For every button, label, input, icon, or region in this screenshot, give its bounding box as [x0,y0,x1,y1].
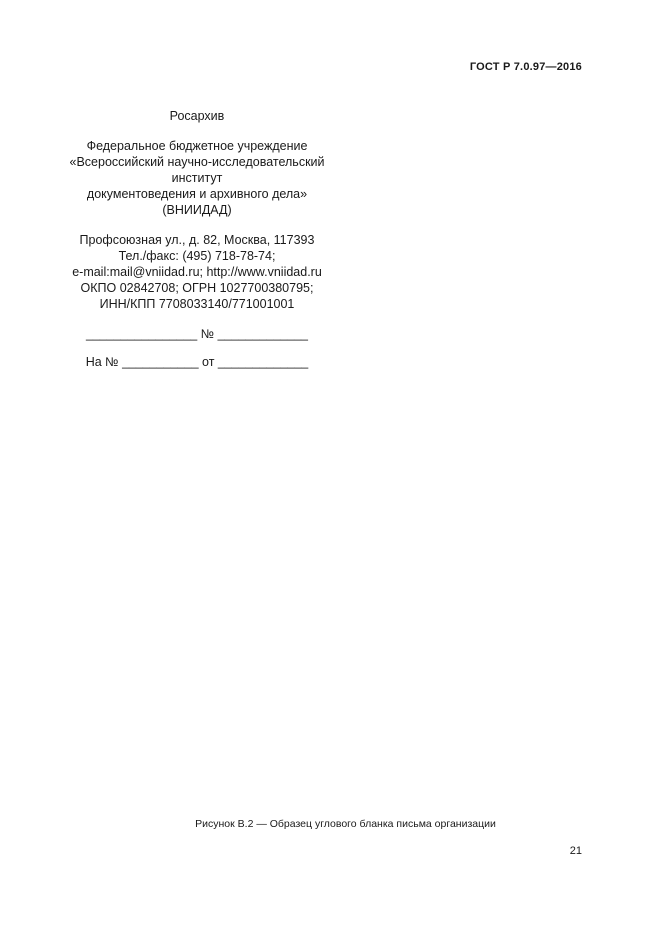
org-name-line: институт [171,171,223,185]
org-name-line: Федеральное бюджетное учреждение [86,139,308,153]
contact-line: ИНН/КПП 7708033140/771001001 [99,297,295,311]
org-name-line: документоведения и архивного дела» [86,187,308,201]
agency-name: Росархив [169,109,225,123]
org-name-line: (ВНИИДАД) [162,203,232,217]
registration-number-row: ________________ № _____________ [86,327,308,341]
contact-line: Профсоюзная ул., д. 82, Москва, 117393 [79,233,315,247]
reference-number-row: На № ___________ от _____________ [85,355,309,369]
block-gap [47,218,347,232]
page-number: 21 [569,845,582,857]
corner-letterhead [47,108,347,370]
standard-code: ГОСТ Р 7.0.97—2016 [469,61,582,73]
contact-line: ОКПО 02842708; ОГРН 1027700380795; [80,281,314,295]
figure-caption: Рисунок В.2 — Образец углового бланка письма организации [195,818,496,830]
org-name-line: «Всероссийский научно-исследовательский [69,155,325,169]
contact-line: Тел./факс: (495) 718-78-74; [118,249,276,263]
contact-line: e-mail:mail@vniidad.ru; http://www.vniidad.ru [72,265,322,279]
